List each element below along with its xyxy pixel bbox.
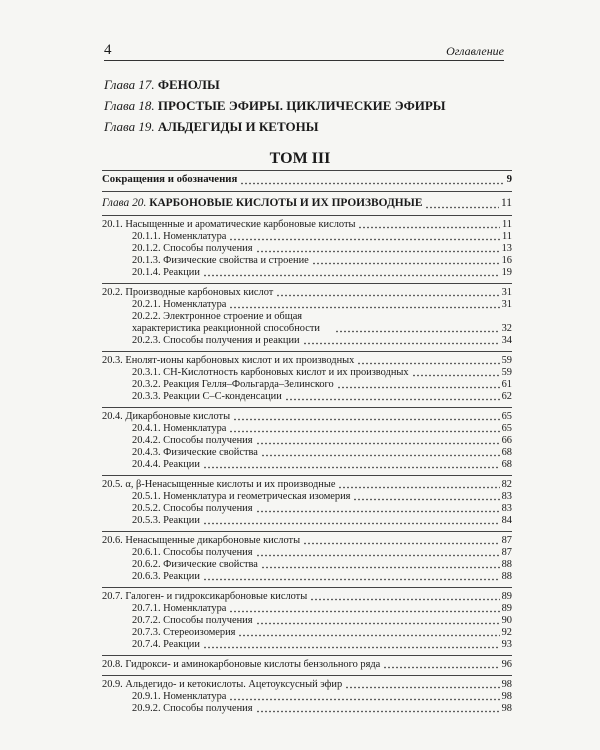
leader-dots <box>233 412 500 421</box>
running-head <box>104 44 504 61</box>
toc-subsection <box>102 615 512 627</box>
toc-section <box>102 535 512 547</box>
toc-subsection <box>102 311 512 335</box>
leader-dots <box>229 604 499 613</box>
leader-dots <box>203 516 500 525</box>
toc-page-number: 96 <box>501 659 512 670</box>
toc-entry-title: Сокращения и обозначения <box>102 173 238 185</box>
toc-entry-title: 20.4. Дикарбоновые кислоты <box>102 411 231 422</box>
chapter-title: АЛЬДЕГИДЫ И КЕТОНЫ <box>157 119 319 134</box>
toc-page-number: 11 <box>501 231 512 242</box>
toc-page-number: 68 <box>501 459 512 470</box>
toc-sections <box>102 215 512 715</box>
leader-dots <box>256 548 500 557</box>
toc-subsection <box>102 571 512 583</box>
toc-entry-title: 20.9.1. Номенклатура <box>132 691 227 702</box>
toc-entry-title: 20.5.1. Номенклатура и геометрическая изомерия <box>132 491 351 502</box>
leader-dots <box>345 680 499 689</box>
chapter-label: Глава 18. <box>104 98 155 113</box>
toc-entry-title: 20.2.1. Номенклатура <box>132 299 227 310</box>
toc-entry-title: 20.4.2. Способы получения <box>132 435 253 446</box>
toc-subsection <box>102 515 512 527</box>
toc-page-number: 65 <box>501 411 512 422</box>
toc-page-number: 13 <box>501 243 512 254</box>
toc-page-number: 98 <box>501 703 512 714</box>
leader-dots <box>412 368 500 377</box>
toc-page-number: 93 <box>501 639 512 650</box>
toc-entry-title: 20.1.2. Способы получения <box>132 243 253 254</box>
toc-entry-title: 20.2.2. Электронное строение и общая характеристика реакционной способности <box>132 311 320 334</box>
toc-entry-title: 20.7.4. Реакции <box>132 639 200 650</box>
table-of-contents <box>102 166 512 715</box>
toc-page-number: 89 <box>501 591 512 602</box>
chapter-label: Глава 19. <box>104 119 155 134</box>
leader-dots <box>337 380 500 389</box>
toc-page-number: 92 <box>501 627 512 638</box>
previous-chapters <box>104 74 446 137</box>
toc-page-number: 11 <box>501 197 512 209</box>
toc-subsection <box>102 267 512 279</box>
toc-subsection <box>102 423 512 435</box>
toc-subsection <box>102 391 512 403</box>
leader-dots <box>256 244 500 253</box>
divider <box>102 531 512 532</box>
toc-entry-title: 20.4.3. Физические свойства <box>132 447 258 458</box>
chapter-entry <box>104 116 446 137</box>
toc-subsection <box>102 639 512 651</box>
divider <box>102 475 512 476</box>
leader-dots <box>229 300 499 309</box>
leader-dots <box>256 616 500 625</box>
toc-page-number: 59 <box>501 355 512 366</box>
toc-chapter <box>102 195 512 211</box>
toc-page-number: 83 <box>501 491 512 502</box>
toc-page-number: 16 <box>501 255 512 266</box>
toc-page-number: 34 <box>501 335 512 346</box>
toc-entry-title: 20.6.1. Способы получения <box>132 547 253 558</box>
divider <box>102 283 512 284</box>
toc-entry-title: 20.6. Ненасыщенные дикарбоновые кислоты <box>102 535 301 546</box>
toc-subsection <box>102 335 512 347</box>
toc-section <box>102 219 512 231</box>
toc-entry-title: 20.3.2. Реакция Гелля–Фольгарда–Зелинского <box>132 379 334 390</box>
toc-page-number: 9 <box>506 173 512 185</box>
toc-subsection <box>102 367 512 379</box>
leader-dots <box>203 460 500 469</box>
toc-page-number: 82 <box>501 479 512 490</box>
toc-entry-title: 20.3. Енолят-ионы карбоновых кислот и их производных <box>102 355 355 366</box>
chapter-entry <box>104 95 446 116</box>
toc-page-number: 31 <box>501 287 512 298</box>
toc-page-number: 11 <box>501 219 512 230</box>
toc-page-number: 65 <box>501 423 512 434</box>
toc-entry-title: 20.3.3. Реакции С–С-конденсации <box>132 391 282 402</box>
leader-dots <box>261 448 500 457</box>
toc-entry-title: 20.1.1. Номенклатура <box>132 231 227 242</box>
leader-dots <box>256 436 500 445</box>
toc-page-number: 31 <box>501 299 512 310</box>
toc-section <box>102 659 512 671</box>
leader-dots <box>203 640 500 649</box>
leader-dots <box>312 256 500 265</box>
toc-front-matter <box>102 171 512 187</box>
toc-entry-title: 20.2. Производные карбоновых кислот <box>102 287 274 298</box>
toc-subsection <box>102 255 512 267</box>
toc-section <box>102 591 512 603</box>
toc-entry-title: 20.2.3. Способы получения и реакции <box>132 335 300 346</box>
toc-entry-title: 20.5.3. Реакции <box>132 515 200 526</box>
chapter-label: Глава 17. <box>104 77 155 92</box>
leader-dots <box>310 592 499 601</box>
leader-dots <box>229 232 500 241</box>
leader-dots <box>203 268 500 277</box>
toc-entry-title: 20.7.1. Номенклатура <box>132 603 227 614</box>
toc-subsection <box>102 627 512 639</box>
chapter-title: КАРБОНОВЫЕ КИСЛОТЫ И ИХ ПРОИЗВОДНЫЕ <box>149 197 423 209</box>
volume-title: ТОМ III <box>269 150 331 167</box>
toc-entry-title: 20.7. Галоген- и гидроксикарбоновые кислоты <box>102 591 308 602</box>
divider <box>102 215 512 216</box>
divider <box>102 675 512 676</box>
toc-subsection <box>102 503 512 515</box>
leader-dots <box>261 560 500 569</box>
divider <box>102 407 512 408</box>
toc-entry-title: 20.6.2. Физические свойства <box>132 559 258 570</box>
toc-page-number: 83 <box>501 503 512 514</box>
toc-entry-title: 20.1.4. Реакции <box>132 267 200 278</box>
leader-dots <box>229 424 499 433</box>
chapter-entry <box>104 74 446 95</box>
toc-entry-title: 20.8. Гидрокси- и аминокарбоновые кислоты бензольного ряда <box>102 659 381 670</box>
toc-subsection <box>102 691 512 703</box>
divider <box>102 191 512 192</box>
toc-page-number: 59 <box>501 367 512 378</box>
leader-dots <box>425 200 499 209</box>
toc-entry-title: 20.1. Насыщенные и ароматические карбоновые кислоты <box>102 219 356 230</box>
toc-section <box>102 355 512 367</box>
toc-entry-title: 20.7.3. Стереоизомерия <box>132 627 236 638</box>
leader-dots <box>357 356 499 365</box>
leader-dots <box>203 572 500 581</box>
toc-page-number: 62 <box>501 391 512 402</box>
toc-subsection <box>102 435 512 447</box>
running-title: Оглавление <box>446 44 504 58</box>
toc-subsection <box>102 703 512 715</box>
toc-page-number: 90 <box>501 615 512 626</box>
toc-section <box>102 287 512 299</box>
leader-dots <box>335 324 500 333</box>
leader-dots <box>238 628 499 637</box>
toc-subsection <box>102 559 512 571</box>
chapter-label: Глава 20. <box>102 197 147 209</box>
leader-dots <box>240 176 504 185</box>
leader-dots <box>256 704 500 713</box>
toc-page-number: 19 <box>501 267 512 278</box>
toc-subsection <box>102 379 512 391</box>
leader-dots <box>338 480 499 489</box>
leader-dots <box>383 660 499 669</box>
toc-page-number: 98 <box>501 691 512 702</box>
toc-entry-title: 20.1.3. Физические свойства и строение <box>132 255 309 266</box>
divider <box>102 587 512 588</box>
toc-subsection <box>102 547 512 559</box>
toc-entry-title: 20.5.2. Способы получения <box>132 503 253 514</box>
toc-page-number: 98 <box>501 679 512 690</box>
toc-page-number: 61 <box>501 379 512 390</box>
leader-dots <box>256 504 500 513</box>
toc-page-number: 87 <box>501 547 512 558</box>
toc-entry-title: 20.5. α, β-Ненасыщенные кислоты и их производные <box>102 479 336 490</box>
toc-entry-title: 20.4.4. Реакции <box>132 459 200 470</box>
toc-page-number: 84 <box>501 515 512 526</box>
toc-section <box>102 479 512 491</box>
toc-page-number: 88 <box>501 571 512 582</box>
leader-dots <box>358 220 500 229</box>
toc-subsection <box>102 491 512 503</box>
toc-subsection <box>102 243 512 255</box>
page-number: 4 <box>104 42 112 58</box>
toc-subsection <box>102 447 512 459</box>
chapter-title: ФЕНОЛЫ <box>157 77 220 92</box>
toc-entry-title: 20.9. Альдегидо- и кетокислоты. Ацетоуксусный эфир <box>102 679 343 690</box>
toc-section <box>102 679 512 691</box>
toc-page-number: 89 <box>501 603 512 614</box>
toc-entry-title: 20.9.2. Способы получения <box>132 703 253 714</box>
toc-subsection <box>102 231 512 243</box>
toc-entry-title: 20.4.1. Номенклатура <box>132 423 227 434</box>
toc-page-number: 66 <box>501 435 512 446</box>
toc-entry-title: 20.6.3. Реакции <box>132 571 200 582</box>
leader-dots <box>303 336 500 345</box>
toc-page-number: 88 <box>501 559 512 570</box>
toc-section <box>102 411 512 423</box>
leader-dots <box>229 692 499 701</box>
toc-page-number: 68 <box>501 447 512 458</box>
toc-subsection <box>102 459 512 471</box>
toc-subsection <box>102 299 512 311</box>
divider <box>102 351 512 352</box>
leader-dots <box>285 392 500 401</box>
leader-dots <box>276 288 499 297</box>
leader-dots <box>303 536 500 545</box>
toc-entry-title: 20.3.1. CH-Кислотность карбоновых кислот и их производных <box>132 367 409 378</box>
divider <box>102 655 512 656</box>
toc-page-number: 87 <box>501 535 512 546</box>
leader-dots <box>353 492 499 501</box>
chapter-title: ПРОСТЫЕ ЭФИРЫ. ЦИКЛИЧЕСКИЕ ЭФИРЫ <box>157 98 446 113</box>
toc-page-number: 32 <box>501 323 512 334</box>
toc-entry-title: 20.7.2. Способы получения <box>132 615 253 626</box>
toc-subsection <box>102 603 512 615</box>
